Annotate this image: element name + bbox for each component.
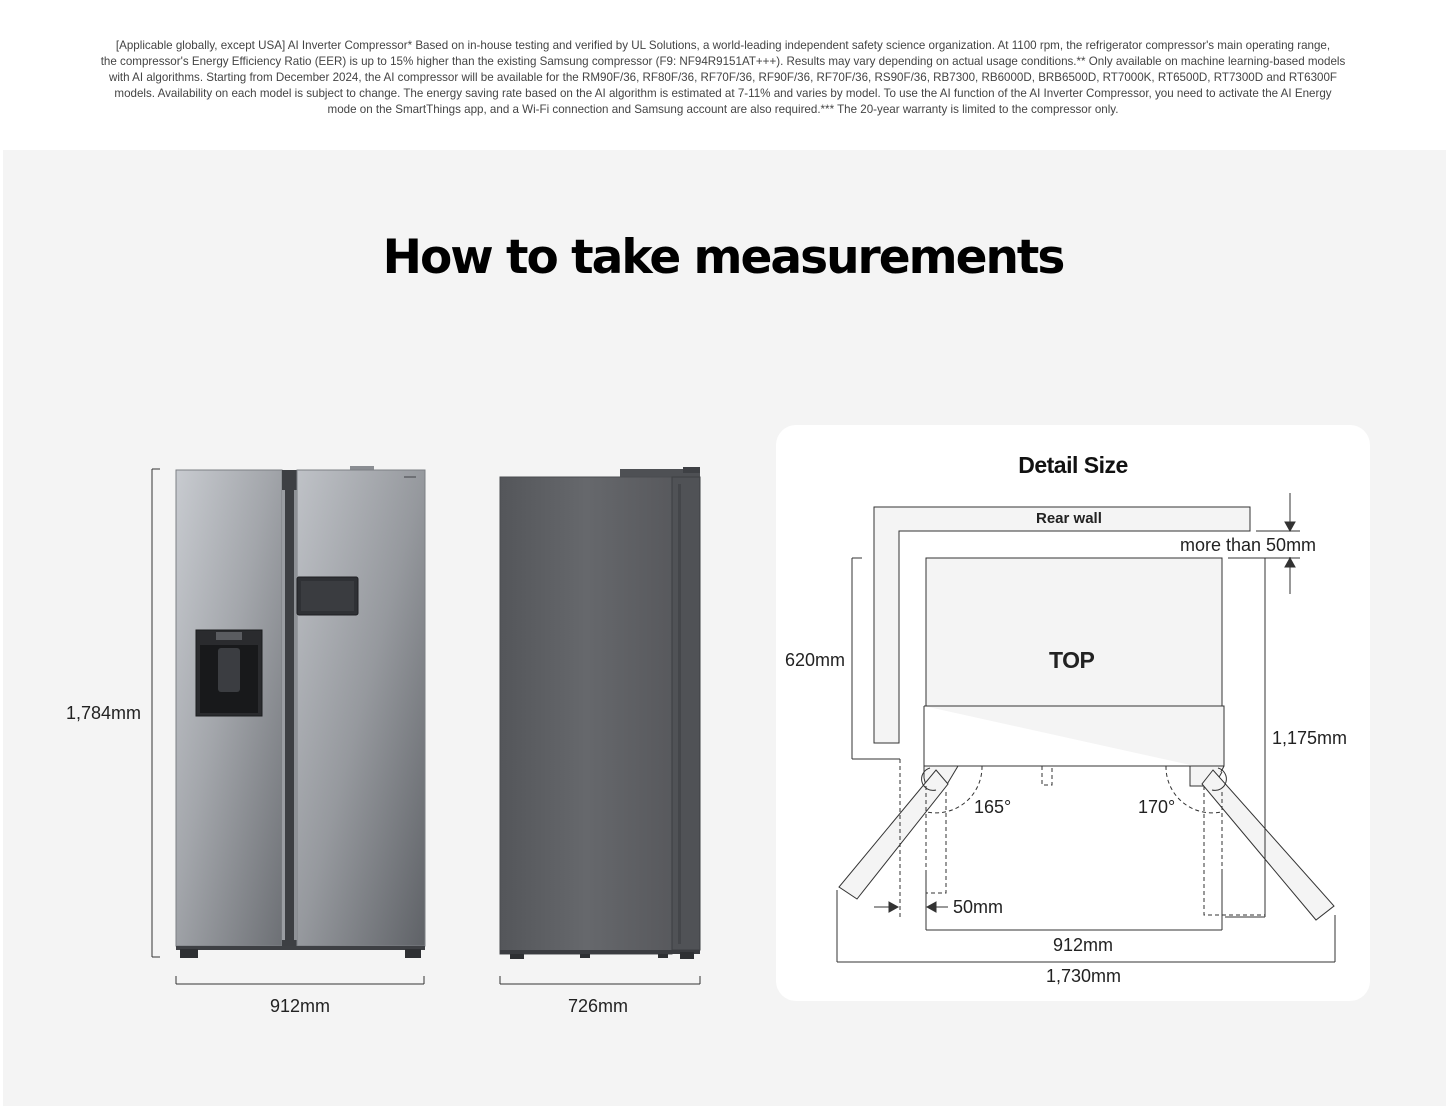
top-label: TOP [1049, 647, 1095, 673]
rear-wall-label: Rear wall [1036, 510, 1102, 527]
disclaimer-line: the compressor's Energy Efficiency Ratio (EER) is up to 15% higher than the existing Samsung compressor (F9: NF94R9151AT+++). Results may vary depending on actual usage conditions.** Only available on machine learning-based models [100, 55, 1346, 68]
detail-width-label: 912mm [1053, 935, 1114, 955]
depth-620-label: 620mm [785, 650, 846, 670]
front-height-label: 1,784mm [66, 703, 142, 723]
disclaimer-line: with AI algorithms. Starting from December 2024, the AI compressor will be available for the RM90F/36, RF80F/36, RF70F/36, RF90F/36, RF70F/36, RS90F/36, RB7300, RB6000D, BRB6500D, RT7000K, RT6500D, RT7300D and RT6300F [108, 71, 1338, 84]
side-depth-label: 726mm [568, 996, 629, 1016]
right-angle-label: 170° [1138, 797, 1176, 817]
disclaimer-line: models. Availability on each model is subject to change. The energy saving rate based on the AI algorithm is estimated at 7-11% and varies by model. To use the AI function of the AI Inverter Compressor, you need to activate the AI Energy [114, 87, 1332, 100]
detail-size-title: Detail Size [1018, 452, 1128, 478]
disclaimer-line: mode on the SmartThings app, and a Wi-Fi connection and Samsung account are also required.*** The 20-year warranty is limited to the compressor only. [327, 103, 1119, 116]
disclaimer-line: [Applicable globally, except USA] AI Inverter Compressor* Based on in-house testing and verified by UL Solutions, a world-leading independent safety science organization. At 1100 rpm, the refrigerator compressor's main operating range, [115, 39, 1331, 52]
page-title: How to take measurements [382, 230, 1064, 285]
left-angle-label: 165° [974, 797, 1012, 817]
fridge-side-view [500, 467, 700, 984]
detail-size-diagram [837, 493, 1335, 962]
front-width-label: 912mm [270, 996, 331, 1016]
side-gap-label: 50mm [953, 897, 1004, 917]
clearance-label: more than 50mm [1180, 535, 1317, 555]
depth-1175-label: 1,175mm [1272, 728, 1348, 748]
total-width-label: 1,730mm [1046, 966, 1122, 986]
fridge-front-view [152, 466, 425, 984]
